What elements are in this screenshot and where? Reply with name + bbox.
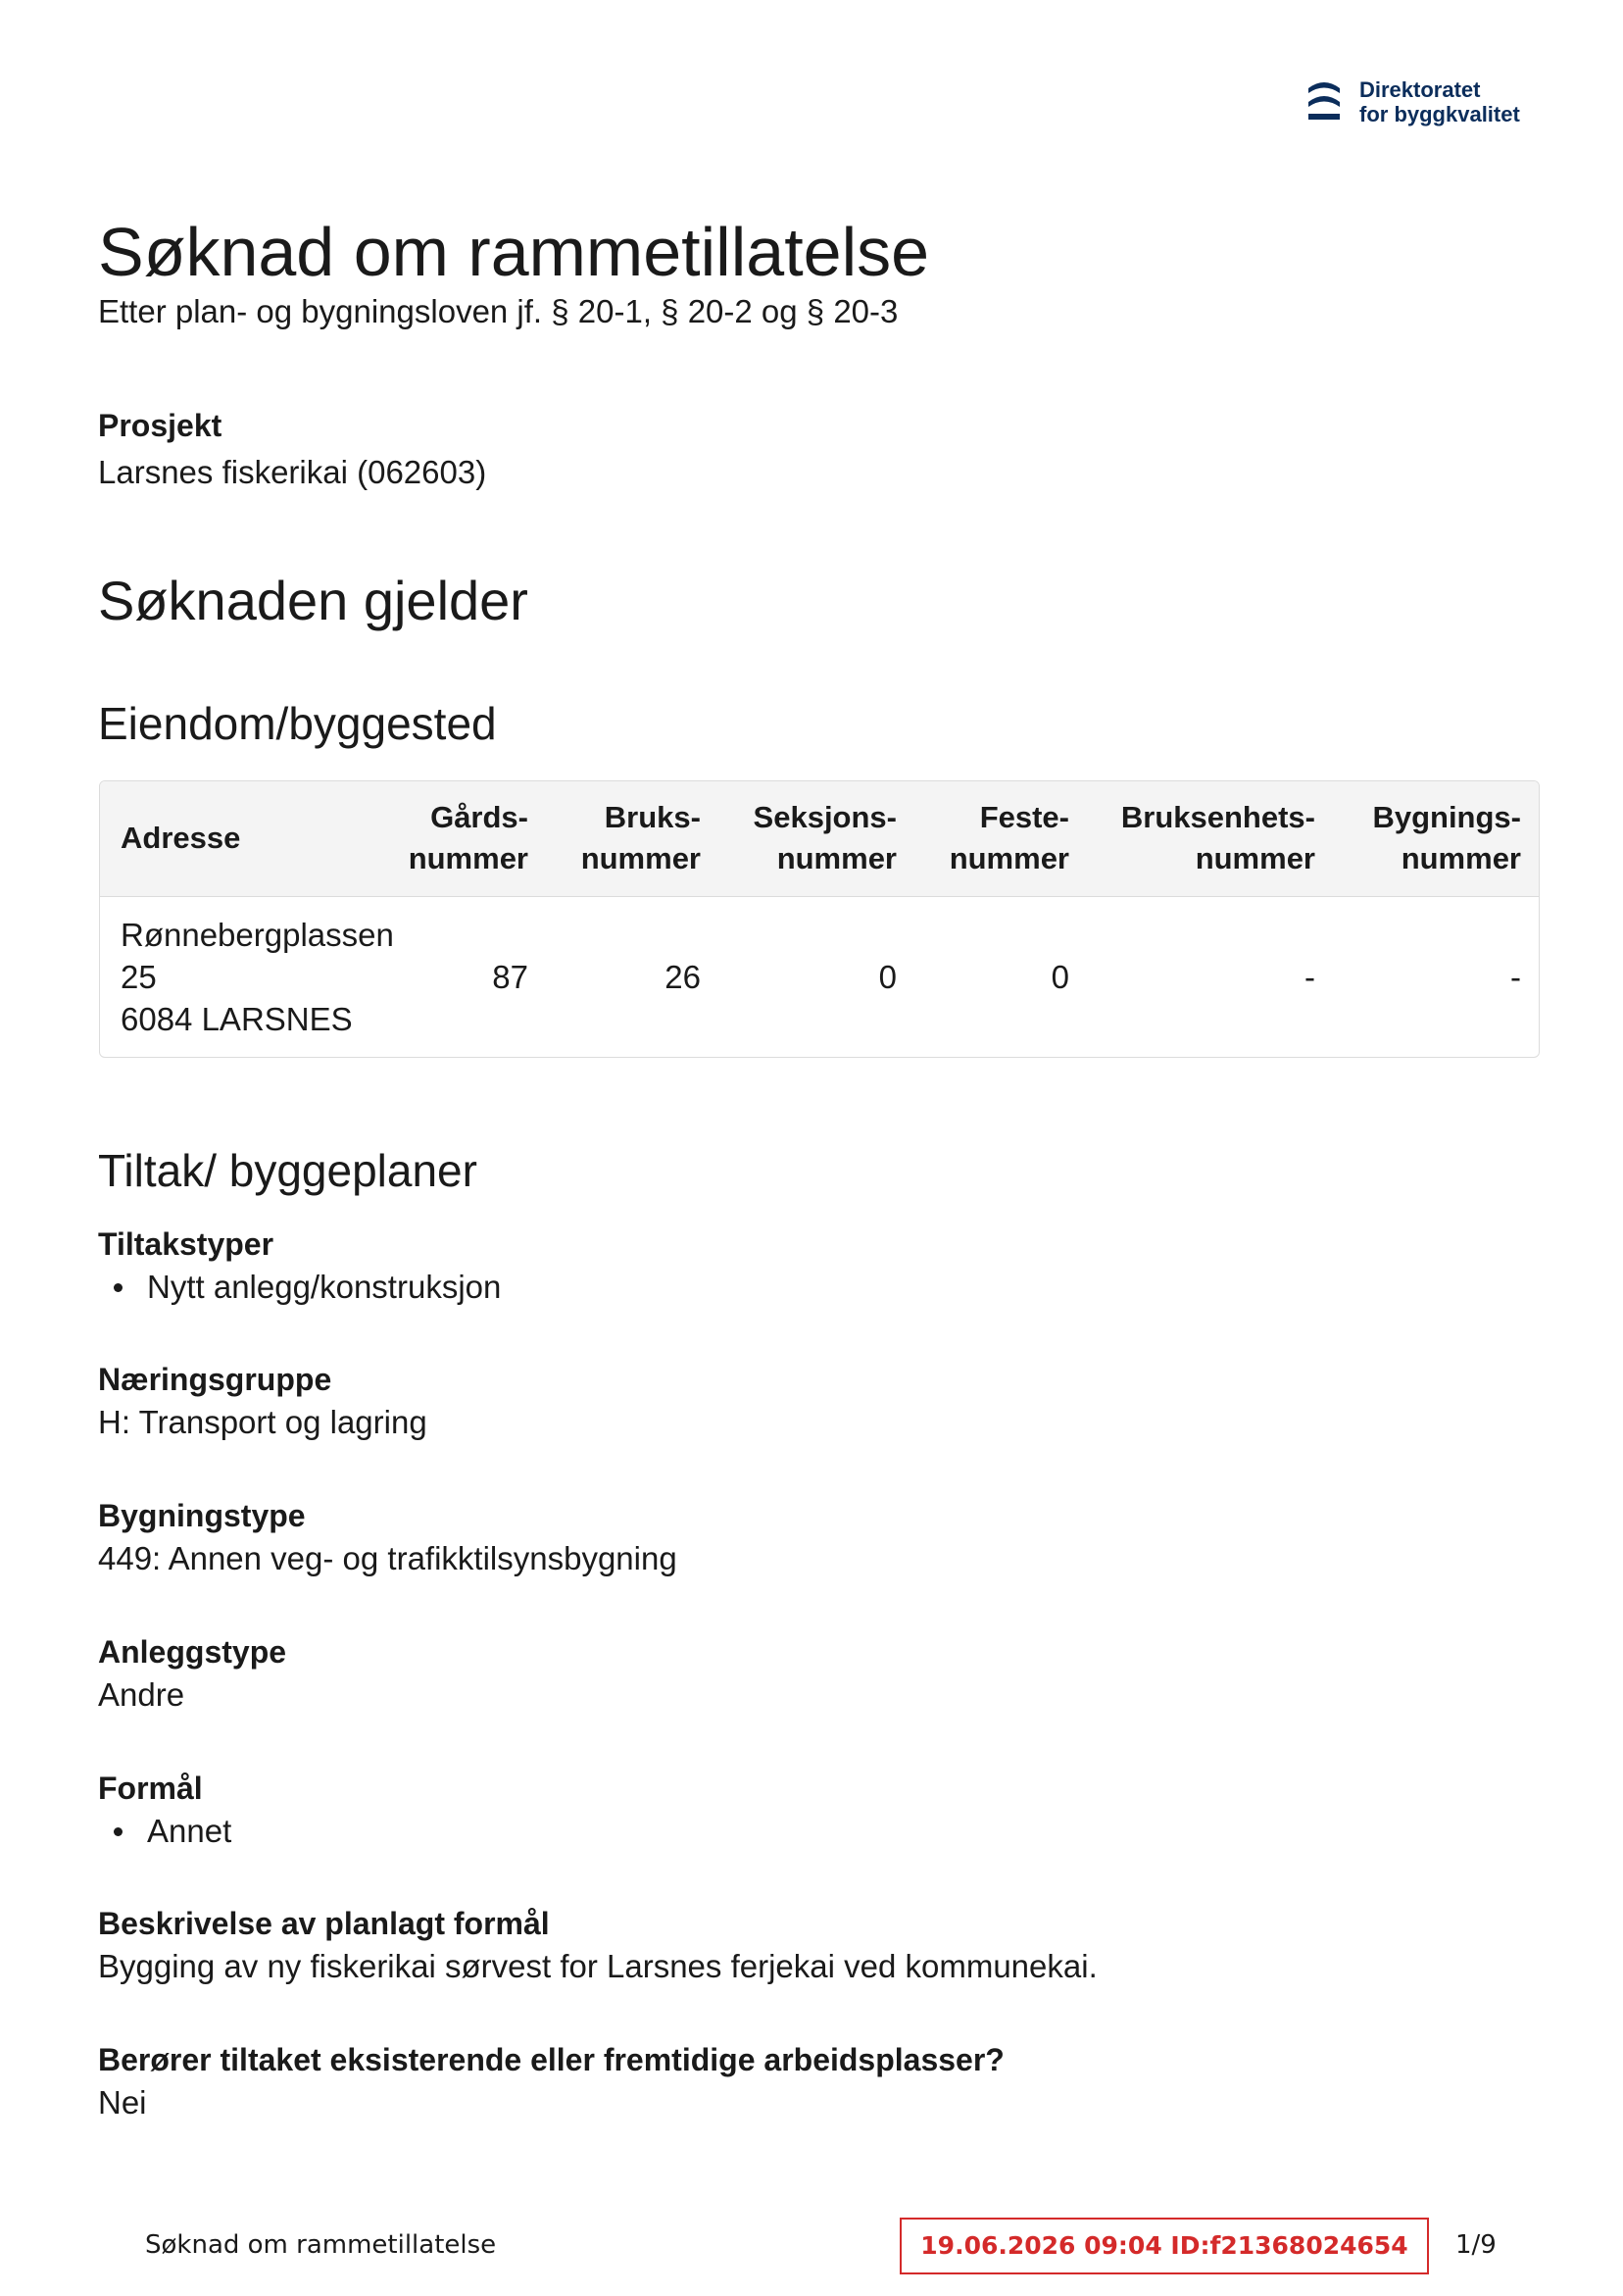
formal-list (98, 1811, 231, 1852)
bygningstype-label: Bygningstype (98, 1498, 306, 1533)
section-heading: Søknaden gjelder (98, 570, 528, 631)
table-row (100, 896, 1540, 1057)
logo-text (1359, 77, 1520, 126)
property-table (99, 780, 1540, 1058)
column-header-seksjonsnummer: Seksjons- nummer (753, 800, 897, 876)
naeringsgruppe-value: H: Transport og lagring (98, 1404, 427, 1440)
column-header-adresse: Adresse (121, 821, 241, 856)
cell-bygningsnummer: - (1510, 958, 1521, 995)
page-subtitle: Etter plan- og bygningsloven jf. § 20-1, § 20-2 og § 20-3 (98, 293, 899, 329)
list-item: Nytt anlegg/konstruksjon (98, 1267, 501, 1308)
column-header-bygningsnummer: Bygnings- nummer (1372, 800, 1521, 876)
arbeidsplasser-label: Berører tiltaket eksisterende eller fremtidige arbeidsplasser? (98, 2042, 1005, 2077)
cell-gardsnummer: 87 (492, 958, 528, 995)
logo-line-1: Direktoratet (1359, 77, 1481, 102)
column-header-bruksenhetsnummer: Bruksenhets- nummer (1120, 800, 1315, 876)
page-title: Søknad om rammetillatelse (98, 214, 930, 290)
tiltakstyper-list (98, 1267, 501, 1308)
cell-bruksnummer: 26 (664, 958, 701, 995)
list-item: Annet (98, 1811, 231, 1852)
dibk-logo-icon (1304, 78, 1344, 124)
anleggstype-value: Andre (98, 1676, 185, 1713)
project-label: Prosjekt (98, 408, 222, 443)
tiltakstyper-label: Tiltakstyper (98, 1226, 274, 1262)
column-header-gardsnummer: Gårds- nummer (408, 800, 528, 876)
property-heading: Eiendom/byggested (98, 698, 497, 749)
cell-adresse: Rønnebergplassen 25 6084 LARSNES (121, 916, 394, 1037)
beskrivelse-value: Bygging av ny fiskerikai sørvest for Larsnes ferjekai ved kommunekai. (98, 1948, 1098, 1984)
anleggstype-label: Anleggstype (98, 1634, 287, 1670)
column-header-bruksnummer: Bruks- nummer (580, 800, 701, 876)
footer-page-number: 1/9 (1455, 2230, 1497, 2260)
footer-timestamp-stamp: 19.06.2026 09:04 ID:f21368024654 (900, 2218, 1429, 2274)
logo-line-2: for byggkvalitet (1359, 102, 1520, 126)
table-header-row (100, 781, 1540, 896)
cell-festenummer: 0 (1051, 958, 1069, 995)
cell-bruksenhetsnummer: - (1304, 958, 1315, 995)
column-header-festenummer: Feste- nummer (949, 800, 1069, 876)
bygningstype-value: 449: Annen veg- og trafikktilsynsbygning (98, 1540, 677, 1576)
measures-heading: Tiltak/ byggeplaner (98, 1145, 477, 1196)
dibk-logo (1304, 75, 1540, 130)
footer-document-title: Søknad om rammetillatelse (145, 2230, 497, 2260)
naeringsgruppe-label: Næringsgruppe (98, 1362, 332, 1397)
beskrivelse-label: Beskrivelse av planlagt formål (98, 1906, 550, 1941)
formal-label: Formål (98, 1771, 203, 1806)
cell-seksjonsnummer: 0 (878, 958, 897, 995)
arbeidsplasser-value: Nei (98, 2084, 147, 2121)
project-value: Larsnes fiskerikai (062603) (98, 454, 487, 490)
